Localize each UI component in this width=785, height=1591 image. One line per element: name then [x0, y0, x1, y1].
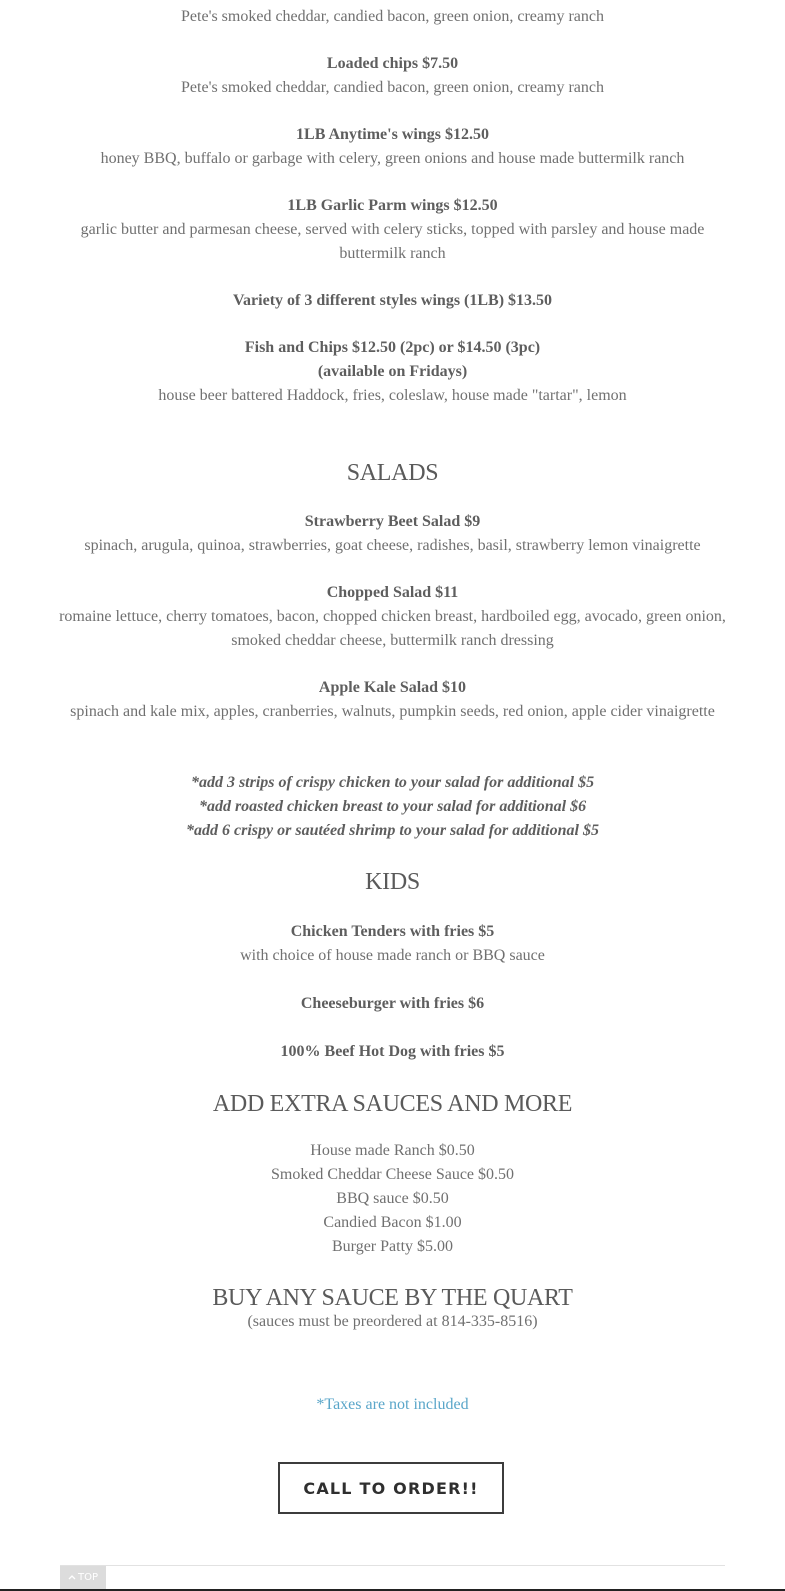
- section-heading-kids: KIDS: [365, 869, 420, 895]
- item-description: with choice of house made ranch or BBQ sauce: [240, 947, 545, 964]
- item-title: Cheeseburger with fries $6: [300, 995, 485, 1012]
- item-note: (available on Fridays): [317, 363, 468, 380]
- footer-divider: [60, 1565, 725, 1566]
- chevron-up-icon: [68, 1572, 76, 1583]
- extra-item: House made Ranch $0.50: [310, 1142, 475, 1159]
- item-title: Chopped Salad $11: [326, 584, 459, 601]
- salad-addon: *add 6 crispy or sautéed shrimp to your salad for additional $5: [186, 822, 599, 839]
- item-description: spinach, arugula, quinoa, strawberries, goat cheese, radishes, basil, strawberry lemon vinaigrette: [84, 537, 701, 554]
- item-title: Apple Kale Salad $10: [318, 679, 467, 696]
- section-heading-extras: ADD EXTRA SAUCES AND MORE: [212, 1091, 573, 1117]
- call-to-order-button[interactable]: CALL TO ORDER!!: [278, 1462, 504, 1514]
- salad-addon: *add 3 strips of crispy chicken to your salad for additional $5: [190, 774, 595, 791]
- back-to-top-button[interactable]: [60, 1566, 106, 1589]
- extra-item: Smoked Cheddar Cheese Sauce $0.50: [270, 1166, 515, 1183]
- item-description: house beer battered Haddock, fries, coleslaw, house made "tartar", lemon: [158, 387, 627, 404]
- extra-item: BBQ sauce $0.50: [336, 1190, 449, 1207]
- item-description: garlic butter and parmesan cheese, served with celery sticks, topped with parsley and house made buttermilk ranch: [80, 221, 705, 262]
- item-title: Strawberry Beet Salad $9: [304, 513, 481, 530]
- item-description: Pete's smoked cheddar, candied bacon, green onion, creamy ranch: [181, 8, 604, 25]
- item-title: Loaded chips $7.50: [326, 55, 459, 72]
- item-title: Variety of 3 different styles wings (1LB) $13.50: [232, 292, 553, 309]
- salad-addon: *add roasted chicken breast to your salad for additional $6: [198, 798, 587, 815]
- item-title: Chicken Tenders with fries $5: [290, 923, 495, 940]
- extra-item: Candied Bacon $1.00: [323, 1214, 462, 1231]
- extra-item: Burger Patty $5.00: [331, 1238, 454, 1255]
- tax-note-link[interactable]: *Taxes are not included: [316, 1396, 469, 1413]
- quart-note: (sauces must be preordered at 814-335-8516): [247, 1313, 538, 1330]
- section-heading-salads: SALADS: [346, 460, 439, 486]
- item-description: honey BBQ, buffalo or garbage with celery, green onions and house made buttermilk ranch: [100, 150, 685, 167]
- item-title: Fish and Chips $12.50 (2pc) or $14.50 (3pc): [244, 339, 541, 356]
- item-title: 1LB Anytime's wings $12.50: [296, 126, 489, 143]
- item-title: 100% Beef Hot Dog with fries $5: [280, 1043, 505, 1060]
- item-description: romaine lettuce, cherry tomatoes, bacon, chopped chicken breast, hardboiled egg, avocado, green onion, smoked cheddar cheese, buttermilk ranch dressing: [59, 608, 726, 649]
- item-description: Pete's smoked cheddar, candied bacon, green onion, creamy ranch: [181, 79, 604, 96]
- item-title: 1LB Garlic Parm wings $12.50: [287, 197, 498, 214]
- section-heading-quart: BUY ANY SAUCE BY THE QUART: [212, 1285, 573, 1311]
- item-description: spinach and kale mix, apples, cranberries, walnuts, pumpkin seeds, red onion, apple cider vinaigrette: [70, 703, 715, 720]
- back-to-top-label: TOP: [77, 1572, 98, 1583]
